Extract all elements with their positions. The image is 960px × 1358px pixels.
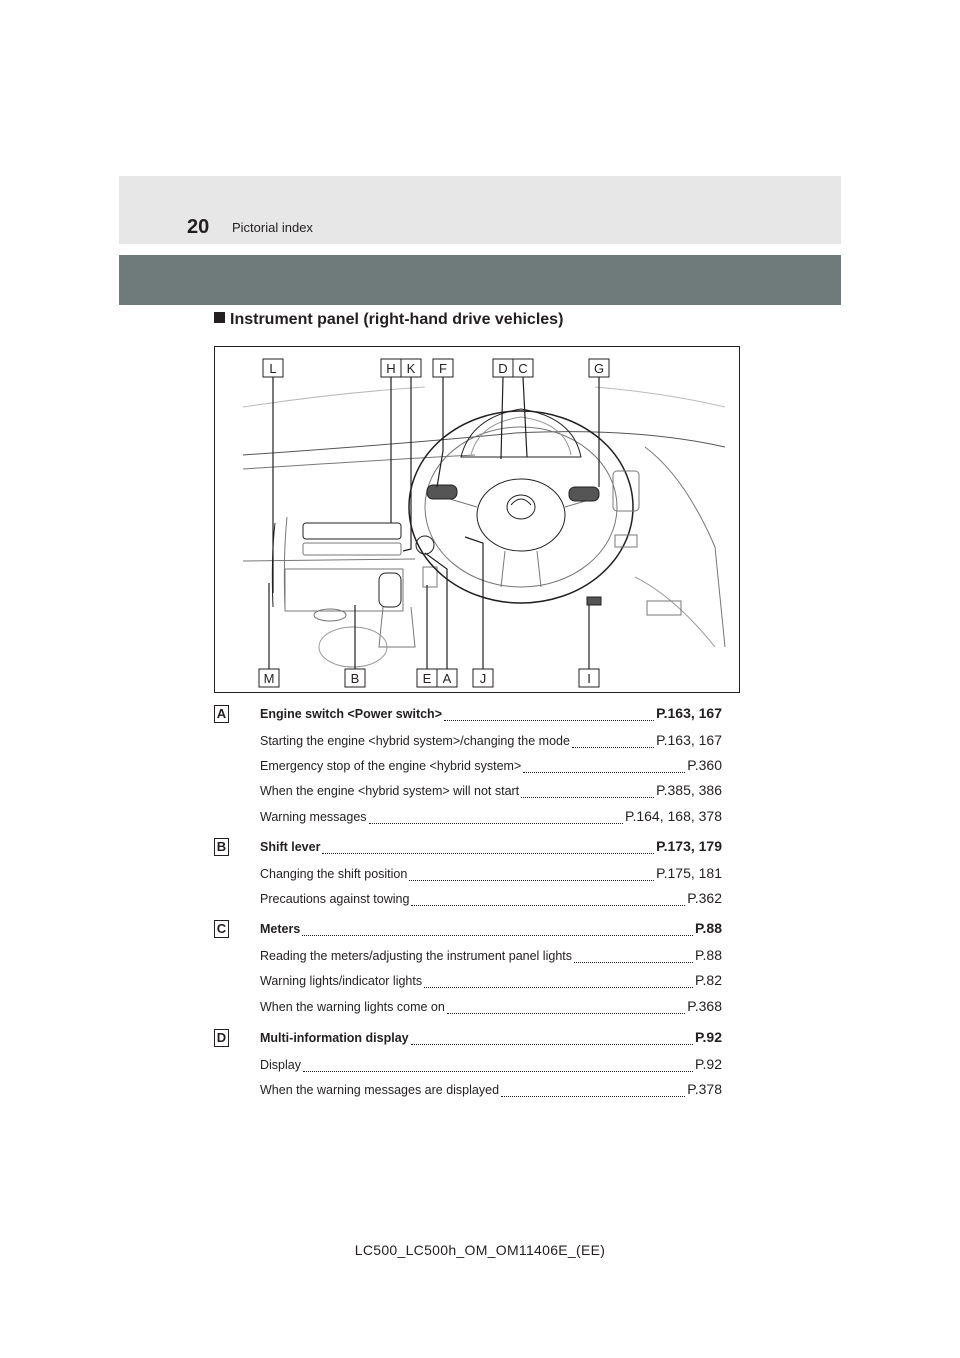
page-ref: P.362 (687, 890, 722, 906)
sub-title: Precautions against towing (260, 892, 410, 906)
sub-title: Reading the meters/adjusting the instrument panel lights (260, 949, 572, 963)
entry-title: Meters (260, 922, 301, 936)
entry-main-line (260, 920, 722, 940)
callout-E: E (422, 671, 432, 686)
entry-sub-line (260, 972, 722, 992)
callout-C: C (518, 361, 528, 376)
page-ref: P.173, 179 (656, 838, 722, 854)
page-ref: P.92 (695, 1056, 722, 1072)
entry-title: Shift lever (260, 840, 321, 854)
callout-A: A (442, 671, 452, 686)
page-ref: P.82 (695, 972, 722, 988)
entry-sub-line (260, 890, 722, 910)
subheading (214, 311, 563, 329)
page-ref: P.164, 168, 378 (624, 808, 722, 824)
entry-sub-line (260, 808, 722, 828)
document-code-footer: LC500_LC500h_OM_OM11406E_(EE) (354, 1242, 606, 1258)
sub-title: Emergency stop of the engine <hybrid system> (260, 759, 522, 773)
entry-letter: D (214, 1029, 229, 1047)
entry-letter: A (214, 705, 229, 723)
page-ref: P.88 (695, 947, 722, 963)
sub-title: Changing the shift position (260, 867, 408, 881)
callout-F: F (439, 361, 447, 376)
section-title: Pictorial index (232, 220, 313, 235)
page-ref: P.385, 386 (656, 782, 722, 798)
page-ref: P.163, 167 (656, 705, 722, 721)
top-callouts (263, 359, 609, 377)
page-ref: P.88 (695, 920, 722, 936)
entry-sub-line (260, 757, 722, 777)
instrument-panel-illustration (214, 346, 740, 693)
callout-H: H (386, 361, 396, 376)
entry-sub-line (260, 947, 722, 967)
entry-main-line (260, 1029, 722, 1049)
entry-title: Engine switch <Power switch> (260, 707, 442, 721)
page-ref: P.360 (687, 757, 722, 773)
sub-title: When the warning messages are displayed (260, 1083, 500, 1097)
entry-sub-line (260, 732, 722, 752)
entry-title: Multi-information display (260, 1031, 409, 1045)
sub-title: Warning lights/indicator lights (260, 974, 423, 988)
page-ref: P.378 (687, 1081, 722, 1097)
page-ref: P.175, 181 (656, 865, 722, 881)
sub-title: When the engine <hybrid system> will not start (260, 784, 520, 798)
sub-title: When the warning lights come on (260, 1000, 445, 1014)
entry-sub-line (260, 865, 722, 885)
callout-I: I (587, 671, 591, 686)
page-ref: P.163, 167 (656, 732, 722, 748)
callout-K: K (406, 361, 416, 376)
entry-letter: C (214, 920, 229, 938)
dashboard-drawing (215, 347, 739, 692)
entry-letter: B (214, 838, 229, 856)
entry-sub-line (260, 1081, 722, 1101)
square-bullet-icon (214, 312, 225, 323)
callout-G: G (593, 361, 605, 376)
header-band (119, 255, 841, 305)
entry-main-line (260, 838, 722, 858)
sub-title: Starting the engine <hybrid system>/changing the mode (260, 734, 570, 748)
callout-B: B (350, 671, 360, 686)
entry-sub-line (260, 998, 722, 1018)
callout-D: D (498, 361, 508, 376)
callout-J: J (479, 671, 487, 686)
header-bar (119, 176, 841, 244)
page-ref: P.92 (695, 1029, 722, 1045)
sub-title: Warning messages (260, 810, 367, 824)
entry-main-line (260, 705, 722, 725)
sub-title: Display (260, 1058, 301, 1072)
subheading-text: Instrument panel (right-hand drive vehicles) (230, 311, 564, 328)
page-number: 20 (187, 216, 210, 238)
callout-M: M (263, 671, 275, 686)
entry-sub-line (260, 782, 722, 802)
callout-L: L (269, 361, 277, 376)
entry-sub-line (260, 1056, 722, 1076)
page-ref: P.368 (687, 998, 722, 1014)
